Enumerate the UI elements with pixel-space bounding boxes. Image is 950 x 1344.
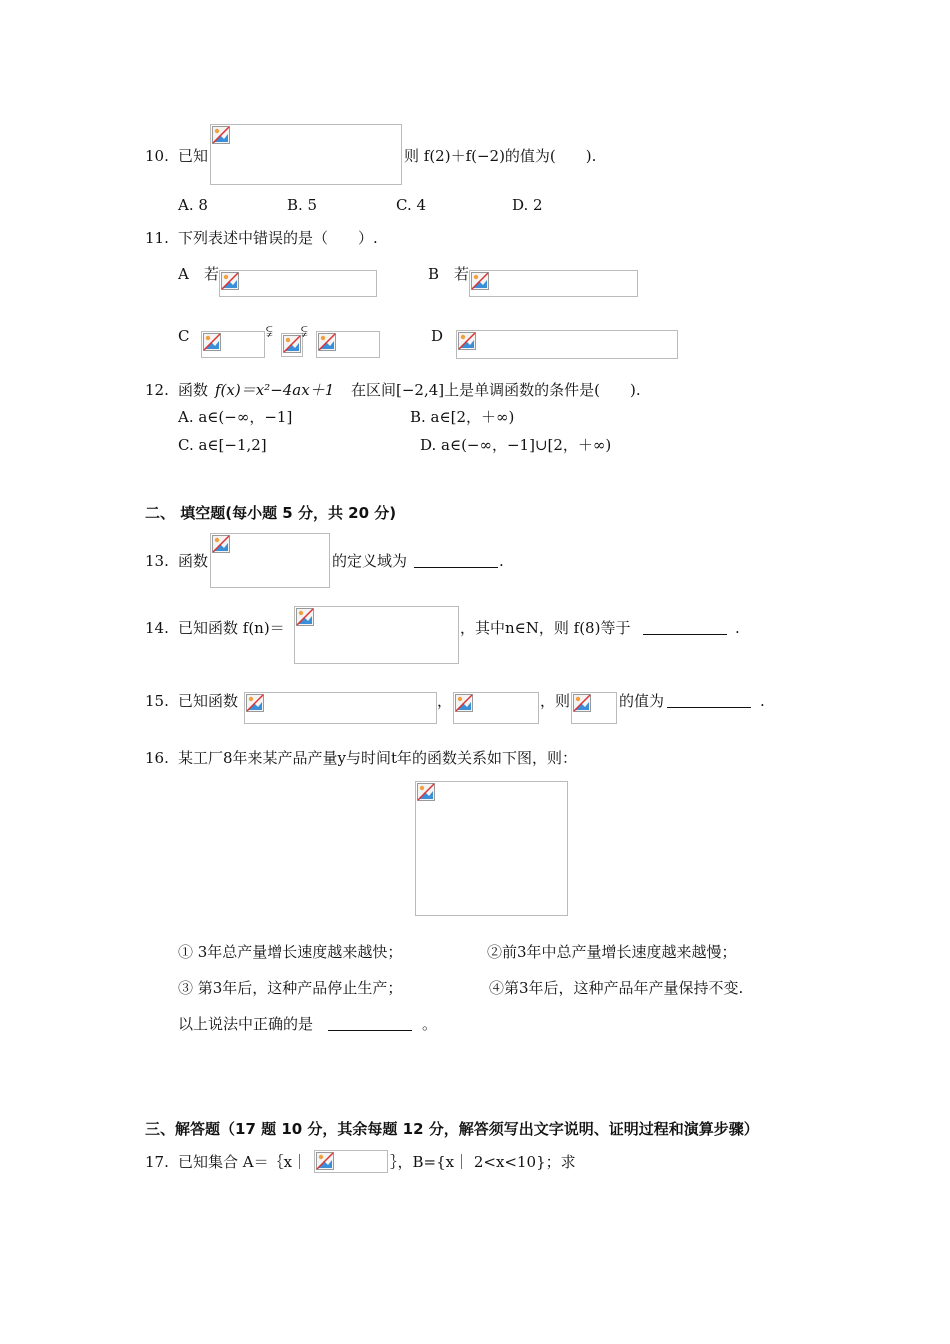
q16-text: 某工厂8年来某产品产量y与时间t年的函数关系如下图，则： [178, 749, 578, 767]
q11-b-text: 若 [454, 265, 470, 283]
q15-text-pre: 已知函数 [178, 692, 239, 710]
q11-c-formula-image-1 [201, 331, 265, 358]
q12-option-d: D. a∈(−∞，−1]∪[2，＋∞) [420, 436, 612, 454]
q11-d-formula-image [456, 330, 678, 359]
q12-number: 12. [145, 381, 169, 399]
q10-formula-image [210, 124, 402, 185]
q14-answer-blank[interactable] [643, 620, 727, 635]
q15-separator-1: ， [437, 692, 453, 710]
q10-text-pre: 已知 [178, 147, 209, 165]
broken-image-icon [212, 126, 230, 144]
broken-image-icon [573, 694, 591, 712]
q13-text-post: 的定义域为 [332, 552, 408, 570]
q15-formula-image-3 [571, 692, 617, 724]
q15-number: 15. [145, 692, 169, 710]
broken-image-icon [221, 272, 239, 290]
q16-ask: 以上说法中正确的是 [178, 1015, 314, 1033]
q15-period: . [760, 692, 765, 710]
q16-answer-blank[interactable] [328, 1016, 412, 1031]
broken-image-icon [417, 783, 435, 801]
q16-statement-1: ① 3年总产量增长速度越来越快； [178, 943, 403, 961]
q11-b-label: B [428, 265, 440, 283]
q15-answer-blank[interactable] [667, 693, 751, 708]
q16-statement-4: ④第3年后，这种产品年产量保持不变. [489, 979, 744, 997]
q17-formula-image [314, 1150, 388, 1173]
q12-option-c: C. a∈[−1,2] [178, 436, 267, 454]
q12-option-b: B. a∈[2，＋∞) [410, 408, 515, 426]
q16-period: 。 [422, 1015, 438, 1033]
q10-number: 10. [145, 147, 169, 165]
section-3-heading: 三、解答题（17 题 10 分，其余每题 12 分，解答须写出文字说明、证明过程和演算步骤） [145, 1120, 759, 1138]
q13-period: . [499, 552, 504, 570]
q12-function: f(x)＝x²−4ax＋1 [215, 381, 335, 399]
q15-separator-2: ，则 [540, 692, 571, 710]
broken-image-icon [471, 272, 489, 290]
q11-c-subset-symbol-2: ⫋ [301, 322, 308, 340]
q14-text-pre: 已知函数 f(n)＝ [178, 619, 285, 637]
section-2-heading: 二、 填空题(每小题 5 分，共 20 分) [145, 504, 397, 522]
q14-period: . [735, 619, 740, 637]
q13-formula-image [210, 533, 330, 588]
q13-answer-blank[interactable] [414, 553, 498, 568]
broken-image-icon [246, 694, 264, 712]
q10-text-post: 则 f(2)＋f(−2)的值为( ). [404, 147, 597, 165]
q15-formula-image-2 [453, 692, 539, 724]
q14-text-post: ，其中n∈N，则 f(8)等于 [460, 619, 631, 637]
q12-text-post: 在区间[−2,4]上是单调函数的条件是( ). [351, 381, 641, 399]
q11-c-subset-symbol-1: ⫋ [266, 322, 273, 340]
broken-image-icon [283, 335, 301, 353]
q15-text-post: 的值为 [619, 692, 665, 710]
q13-text-pre: 函数 [178, 552, 209, 570]
q11-a-label: A [178, 265, 189, 283]
q16-statement-2: ②前3年中总产量增长速度越来越慢； [487, 943, 737, 961]
q11-d-label: D [431, 327, 444, 345]
q11-c-formula-image-2 [281, 333, 303, 357]
q11-c-label: C [178, 327, 190, 345]
q10-option-a: A. 8 [178, 196, 208, 214]
broken-image-icon [458, 332, 476, 350]
q10-option-b: B. 5 [287, 196, 318, 214]
q14-number: 14. [145, 619, 169, 637]
q13-number: 13. [145, 552, 169, 570]
q17-text-pre: 已知集合 A＝｛x｜ [178, 1153, 308, 1171]
q11-text: 下列表述中错误的是（ ）. [178, 229, 378, 247]
q16-statement-3: ③ 第3年后，这种产品停止生产； [178, 979, 403, 997]
q11-a-formula-image [219, 270, 377, 297]
q11-b-formula-image [469, 270, 638, 297]
q17-text-post: ｝，B={x｜ 2<x<10}；求 [390, 1153, 576, 1171]
q16-graph-image [415, 781, 568, 916]
broken-image-icon [318, 333, 336, 351]
broken-image-icon [212, 535, 230, 553]
q17-number: 17. [145, 1153, 169, 1171]
broken-image-icon [455, 694, 473, 712]
q11-number: 11. [145, 229, 169, 247]
broken-image-icon [203, 333, 221, 351]
broken-image-icon [316, 1152, 334, 1170]
q16-number: 16. [145, 749, 169, 767]
broken-image-icon [296, 608, 314, 626]
q14-formula-image [294, 606, 459, 664]
q11-a-text: 若 [204, 265, 220, 283]
q12-option-a: A. a∈(−∞，−1] [178, 408, 293, 426]
q10-option-d: D. 2 [512, 196, 543, 214]
q15-formula-image-1 [244, 692, 437, 724]
q10-option-c: C. 4 [396, 196, 427, 214]
q12-text-pre: 函数 [178, 381, 209, 399]
q11-c-formula-image-3 [316, 331, 380, 358]
